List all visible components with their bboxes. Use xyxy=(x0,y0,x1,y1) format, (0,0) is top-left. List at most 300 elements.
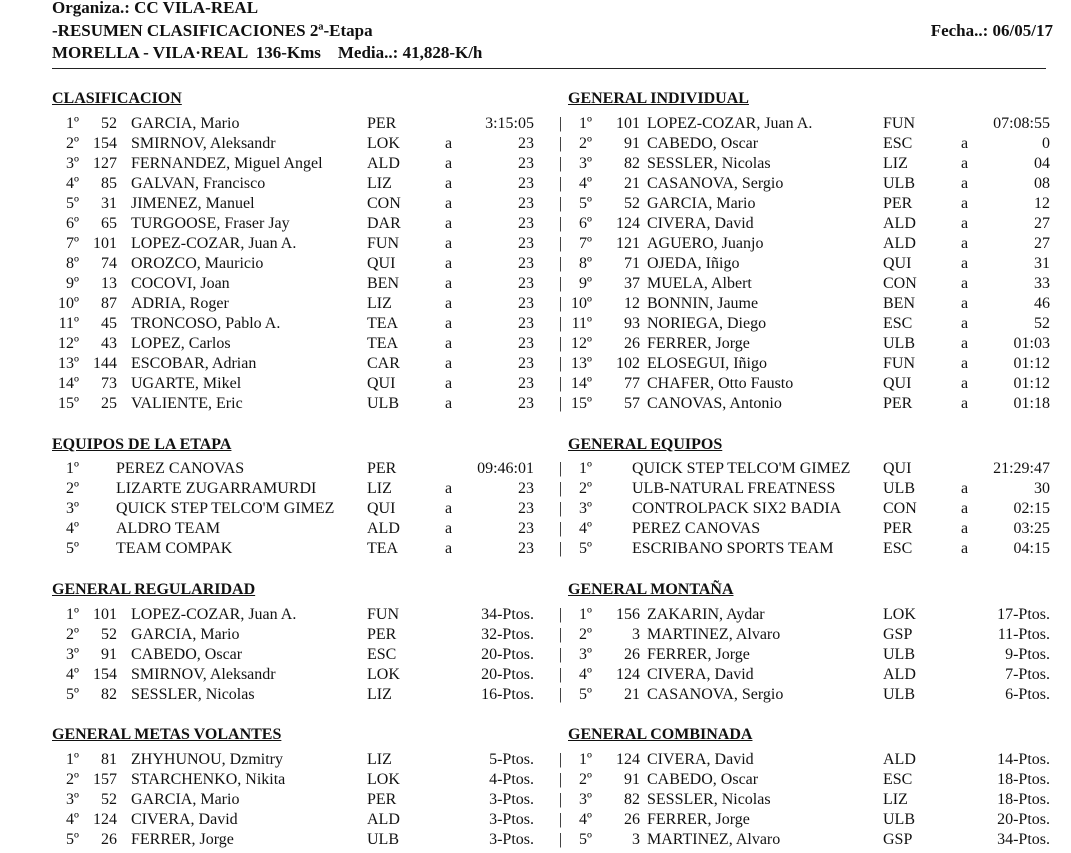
team-code: CON xyxy=(883,500,917,517)
rank: 5º xyxy=(579,195,592,212)
time-or-points: 01:12 xyxy=(1013,355,1050,372)
column-separator: | xyxy=(559,335,563,352)
table-row xyxy=(52,605,536,625)
time-or-points: 08 xyxy=(1034,175,1050,192)
team-name: TEAM COMPAK xyxy=(116,540,233,557)
rider-name: ZAKARIN, Aydar xyxy=(647,606,765,623)
gap-marker: a xyxy=(445,255,453,272)
gap-marker: a xyxy=(445,195,453,212)
time-or-points: 20-Ptos. xyxy=(481,666,534,683)
team-code: ESC xyxy=(883,771,913,788)
column-separator: | xyxy=(559,135,563,152)
rank: 4º xyxy=(66,666,79,683)
table-row xyxy=(559,254,1052,274)
gap-marker: a xyxy=(961,520,969,537)
rank: 3º xyxy=(66,791,79,808)
gap-marker: a xyxy=(961,395,969,412)
rider-name: OJEDA, Iñigo xyxy=(647,255,740,272)
rider-name: SMIRNOV, Aleksandr xyxy=(131,135,276,152)
rank: 1º xyxy=(66,115,79,132)
gap-marker: a xyxy=(961,315,969,332)
bib-number: 144 xyxy=(93,355,117,372)
rider-name: CABEDO, Oscar xyxy=(131,646,243,663)
table-row xyxy=(52,114,536,134)
rank: 13º xyxy=(58,355,79,372)
time-or-points: 7-Ptos. xyxy=(1005,666,1050,683)
team-code: BEN xyxy=(883,295,915,312)
table-row xyxy=(52,194,536,214)
team-code: ALD xyxy=(883,751,916,768)
team-code: LIZ xyxy=(883,155,908,172)
time-or-points: 23 xyxy=(518,195,534,212)
table-row xyxy=(52,539,536,559)
table-row xyxy=(559,374,1052,394)
time-or-points: 12 xyxy=(1034,195,1050,212)
column-separator: | xyxy=(559,751,563,768)
rider-name: CHAFER, Otto Fausto xyxy=(647,375,794,392)
gap-marker: a xyxy=(445,480,453,497)
bib-number: 101 xyxy=(616,115,640,132)
column-separator: | xyxy=(559,355,563,372)
team-code: PER xyxy=(883,395,913,412)
table-row xyxy=(52,334,536,354)
team-name: QUICK STEP TELCO'M GIMEZ xyxy=(632,460,851,477)
time-or-points: 27 xyxy=(1034,215,1050,232)
rank: 4º xyxy=(66,811,79,828)
team-code: ULB xyxy=(883,646,915,663)
rank: 2º xyxy=(66,626,79,643)
team-code: TEA xyxy=(367,315,399,332)
rank: 1º xyxy=(66,751,79,768)
column-separator: | xyxy=(559,666,563,683)
time-or-points: 23 xyxy=(518,255,534,272)
rank: 5º xyxy=(66,195,79,212)
gap-marker: a xyxy=(961,480,969,497)
gap-marker: a xyxy=(961,155,969,172)
team-code: QUI xyxy=(883,460,912,477)
rider-name: GARCIA, Mario xyxy=(131,791,240,808)
rank: 14º xyxy=(58,375,79,392)
team-name: PEREZ CANOVAS xyxy=(632,520,761,537)
bib-number: 73 xyxy=(101,375,117,392)
rank: 12º xyxy=(571,335,592,352)
rider-name: FERRER, Jorge xyxy=(131,831,234,848)
table-row xyxy=(559,334,1052,354)
column-separator: | xyxy=(559,275,563,292)
bib-number: 45 xyxy=(101,315,117,332)
rider-name: LOPEZ-COZAR, Juan A. xyxy=(131,606,297,623)
gap-marker: a xyxy=(961,215,969,232)
table-row xyxy=(559,645,1052,665)
rider-name: NORIEGA, Diego xyxy=(647,315,767,332)
rider-name: LOPEZ, Carlos xyxy=(131,335,231,352)
bib-number: 13 xyxy=(101,275,117,292)
time-or-points: 9-Ptos. xyxy=(1005,646,1050,663)
table-row xyxy=(52,214,536,234)
table-row xyxy=(559,499,1052,519)
rank: 13º xyxy=(571,355,592,372)
team-code: PER xyxy=(367,460,397,477)
table-row xyxy=(559,234,1052,254)
rank: 5º xyxy=(66,831,79,848)
gap-marker: a xyxy=(445,215,453,232)
bib-number: 52 xyxy=(101,791,117,808)
table-row xyxy=(559,810,1052,830)
team-code: TEA xyxy=(367,335,399,352)
time-or-points: 09:46:01 xyxy=(477,460,534,477)
bib-number: 52 xyxy=(101,115,117,132)
rank: 1º xyxy=(66,606,79,623)
bib-number: 157 xyxy=(93,771,117,788)
team-code: PER xyxy=(367,626,397,643)
rank: 1º xyxy=(579,115,592,132)
time-or-points: 23 xyxy=(518,500,534,517)
time-or-points: 04 xyxy=(1034,155,1050,172)
rank: 4º xyxy=(66,175,79,192)
bib-number: 156 xyxy=(616,606,640,623)
bib-number: 57 xyxy=(624,395,640,412)
bib-number: 26 xyxy=(101,831,117,848)
rider-name: ELOSEGUI, Iñigo xyxy=(647,355,767,372)
table-row xyxy=(559,519,1052,539)
gap-marker: a xyxy=(445,295,453,312)
gap-marker: a xyxy=(445,155,453,172)
table-row xyxy=(52,254,536,274)
table-row xyxy=(52,830,536,850)
table-row xyxy=(52,810,536,830)
rank: 3º xyxy=(66,646,79,663)
bib-number: 71 xyxy=(624,255,640,272)
team-code: FUN xyxy=(883,115,916,132)
table-row xyxy=(52,274,536,294)
team-code: TEA xyxy=(367,540,399,557)
time-or-points: 3:15:05 xyxy=(485,115,534,132)
time-or-points: 23 xyxy=(518,335,534,352)
rider-name: JIMENEZ, Manuel xyxy=(131,195,255,212)
time-or-points: 3-Ptos. xyxy=(489,811,534,828)
time-or-points: 23 xyxy=(518,295,534,312)
column-separator: | xyxy=(559,686,563,703)
table-row xyxy=(559,605,1052,625)
time-or-points: 18-Ptos. xyxy=(997,771,1050,788)
team-code: ULB xyxy=(883,686,915,703)
rank: 2º xyxy=(66,480,79,497)
table-row xyxy=(559,274,1052,294)
team-name: ESCRIBANO SPORTS TEAM xyxy=(632,540,834,557)
table-row xyxy=(52,625,536,645)
gap-marker: a xyxy=(961,500,969,517)
rider-name: OROZCO, Mauricio xyxy=(131,255,264,272)
gap-marker: a xyxy=(445,355,453,372)
time-or-points: 11-Ptos. xyxy=(997,626,1050,643)
column-separator: | xyxy=(559,500,563,517)
bib-number: 82 xyxy=(624,791,640,808)
column-separator: | xyxy=(559,791,563,808)
report-title: -RESUMEN CLASIFICACIONES 2ª-Etapa xyxy=(52,21,373,40)
time-or-points: 30 xyxy=(1034,480,1050,497)
time-or-points: 0 xyxy=(1042,135,1050,152)
table-row xyxy=(52,294,536,314)
section-title: GENERAL METAS VOLANTES xyxy=(52,726,282,743)
time-or-points: 18-Ptos. xyxy=(997,791,1050,808)
rider-name: GARCIA, Mario xyxy=(131,626,240,643)
gap-marker: a xyxy=(445,275,453,292)
bib-number: 124 xyxy=(93,811,117,828)
rider-name: FERRER, Jorge xyxy=(647,646,750,663)
team-code: ESC xyxy=(883,315,913,332)
team-name: ALDRO TEAM xyxy=(116,520,221,537)
gap-marker: a xyxy=(961,255,969,272)
column-separator: | xyxy=(559,540,563,557)
team-code: ALD xyxy=(367,520,400,537)
time-or-points: 21:29:47 xyxy=(993,460,1050,477)
rank: 8º xyxy=(66,255,79,272)
team-code: CAR xyxy=(367,355,400,372)
team-code: ESC xyxy=(883,540,913,557)
team-code: CON xyxy=(367,195,401,212)
bib-number: 77 xyxy=(624,375,640,392)
bib-number: 25 xyxy=(101,395,117,412)
team-code: ULB xyxy=(883,811,915,828)
gap-marker: a xyxy=(445,175,453,192)
team-code: QUI xyxy=(367,255,396,272)
column-separator: | xyxy=(559,626,563,643)
time-or-points: 23 xyxy=(518,175,534,192)
column-separator: | xyxy=(559,811,563,828)
time-or-points: 23 xyxy=(518,215,534,232)
table-row xyxy=(52,499,536,519)
rider-name: LOPEZ-COZAR, Juan A. xyxy=(647,115,813,132)
time-or-points: 23 xyxy=(518,540,534,557)
rank: 5º xyxy=(66,540,79,557)
bib-number: 91 xyxy=(101,646,117,663)
rider-name: SMIRNOV, Aleksandr xyxy=(131,666,276,683)
rank: 3º xyxy=(66,500,79,517)
gap-marker: a xyxy=(445,395,453,412)
table-row xyxy=(52,685,536,705)
column-separator: | xyxy=(559,315,563,332)
report-date: Fecha..: 06/05/17 xyxy=(930,21,1053,40)
gap-marker: a xyxy=(961,540,969,557)
column-separator: | xyxy=(559,480,563,497)
column-separator: | xyxy=(559,771,563,788)
time-or-points: 3-Ptos. xyxy=(489,831,534,848)
rank: 2º xyxy=(579,480,592,497)
rider-name: CABEDO, Oscar xyxy=(647,771,759,788)
gap-marker: a xyxy=(961,275,969,292)
column-separator: | xyxy=(559,520,563,537)
team-code: LIZ xyxy=(367,480,392,497)
rank: 11º xyxy=(58,315,79,332)
rank: 9º xyxy=(66,275,79,292)
time-or-points: 23 xyxy=(518,520,534,537)
time-or-points: 23 xyxy=(518,375,534,392)
rank: 2º xyxy=(66,771,79,788)
section-title: GENERAL COMBINADA xyxy=(568,726,753,743)
team-code: GSP xyxy=(883,831,913,848)
team-code: BEN xyxy=(367,275,399,292)
rider-name: VALIENTE, Eric xyxy=(131,395,243,412)
team-code: GSP xyxy=(883,626,913,643)
table-row xyxy=(559,394,1052,414)
column-separator: | xyxy=(559,175,563,192)
bib-number: 154 xyxy=(93,135,117,152)
column-separator: | xyxy=(559,155,563,172)
gap-marker: a xyxy=(445,235,453,252)
bib-number: 26 xyxy=(624,646,640,663)
rider-name: MUELA, Albert xyxy=(647,275,752,292)
team-code: ALD xyxy=(367,811,400,828)
rider-name: CIVERA, David xyxy=(131,811,238,828)
table-row xyxy=(559,134,1052,154)
bib-number: 93 xyxy=(624,315,640,332)
table-row xyxy=(52,519,536,539)
time-or-points: 23 xyxy=(518,275,534,292)
time-or-points: 16-Ptos. xyxy=(481,686,534,703)
team-code: ULB xyxy=(367,395,399,412)
rider-name: ADRIA, Roger xyxy=(131,295,229,312)
bib-number: 21 xyxy=(624,686,640,703)
team-code: ALD xyxy=(883,215,916,232)
rank: 2º xyxy=(579,771,592,788)
rider-name: SESSLER, Nicolas xyxy=(647,791,771,808)
team-code: QUI xyxy=(883,255,912,272)
rider-name: FERRER, Jorge xyxy=(647,335,750,352)
gap-marker: a xyxy=(961,295,969,312)
time-or-points: 52 xyxy=(1034,315,1050,332)
team-name: PEREZ CANOVAS xyxy=(116,460,245,477)
header-divider xyxy=(52,68,1046,69)
rider-name: CASANOVA, Sergio xyxy=(647,175,784,192)
table-row xyxy=(52,394,536,414)
rider-name: GARCIA, Mario xyxy=(131,115,240,132)
team-name: QUICK STEP TELCO'M GIMEZ xyxy=(116,500,335,517)
column-separator: | xyxy=(559,831,563,848)
gap-marker: a xyxy=(445,335,453,352)
time-or-points: 20-Ptos. xyxy=(997,811,1050,828)
rank: 3º xyxy=(579,155,592,172)
time-or-points: 5-Ptos. xyxy=(489,751,534,768)
time-or-points: 4-Ptos. xyxy=(489,771,534,788)
team-code: LIZ xyxy=(367,295,392,312)
rider-name: CANOVAS, Antonio xyxy=(647,395,782,412)
table-row xyxy=(52,374,536,394)
rider-name: CABEDO, Oscar xyxy=(647,135,759,152)
team-code: LIZ xyxy=(367,175,392,192)
time-or-points: 03:25 xyxy=(1013,520,1050,537)
time-or-points: 6-Ptos. xyxy=(1005,686,1050,703)
time-or-points: 14-Ptos. xyxy=(997,751,1050,768)
rank: 12º xyxy=(58,335,79,352)
team-code: ALD xyxy=(367,155,400,172)
rank: 4º xyxy=(579,520,592,537)
rider-name: TURGOOSE, Fraser Jay xyxy=(131,215,290,232)
time-or-points: 23 xyxy=(518,395,534,412)
team-code: FUN xyxy=(883,355,916,372)
rider-name: FERRER, Jorge xyxy=(647,811,750,828)
rank: 14º xyxy=(571,375,592,392)
time-or-points: 23 xyxy=(518,355,534,372)
bib-number: 81 xyxy=(101,751,117,768)
table-row xyxy=(559,750,1052,770)
time-or-points: 23 xyxy=(518,480,534,497)
bib-number: 101 xyxy=(93,235,117,252)
column-separator: | xyxy=(559,295,563,312)
team-code: LIZ xyxy=(367,751,392,768)
bib-number: 124 xyxy=(616,215,640,232)
time-or-points: 02:15 xyxy=(1013,500,1050,517)
gap-marker: a xyxy=(445,500,453,517)
rank: 8º xyxy=(579,255,592,272)
bib-number: 43 xyxy=(101,335,117,352)
gap-marker: a xyxy=(961,375,969,392)
time-or-points: 01:12 xyxy=(1013,375,1050,392)
team-code: FUN xyxy=(367,606,400,623)
rank: 3º xyxy=(579,791,592,808)
rank: 4º xyxy=(579,666,592,683)
time-or-points: 20-Ptos. xyxy=(481,646,534,663)
column-separator: | xyxy=(559,460,563,477)
bib-number: 85 xyxy=(101,175,117,192)
column-separator: | xyxy=(559,375,563,392)
table-row xyxy=(559,354,1052,374)
bib-number: 154 xyxy=(93,666,117,683)
table-row xyxy=(52,314,536,334)
table-row xyxy=(559,174,1052,194)
table-row xyxy=(559,194,1052,214)
table-row xyxy=(52,459,536,479)
team-code: LIZ xyxy=(367,686,392,703)
bib-number: 31 xyxy=(101,195,117,212)
rank: 4º xyxy=(579,175,592,192)
rank: 6º xyxy=(579,215,592,232)
team-name: CONTROLPACK SIX2 BADIA xyxy=(632,500,842,517)
team-code: LOK xyxy=(367,666,400,683)
rank: 7º xyxy=(579,235,592,252)
team-code: PER xyxy=(367,791,397,808)
team-code: ESC xyxy=(367,646,397,663)
team-code: PER xyxy=(883,520,913,537)
team-code: DAR xyxy=(367,215,401,232)
rank: 7º xyxy=(66,235,79,252)
team-code: QUI xyxy=(883,375,912,392)
table-row xyxy=(52,354,536,374)
time-or-points: 23 xyxy=(518,155,534,172)
time-or-points: 32-Ptos. xyxy=(481,626,534,643)
section-title: GENERAL INDIVIDUAL xyxy=(568,90,749,107)
rider-name: BONNIN, Jaume xyxy=(647,295,759,312)
table-row xyxy=(559,314,1052,334)
bib-number: 3 xyxy=(632,626,640,643)
table-row xyxy=(559,539,1052,559)
time-or-points: 23 xyxy=(518,235,534,252)
time-or-points: 46 xyxy=(1034,295,1050,312)
rank: 4º xyxy=(579,811,592,828)
team-code: ULB xyxy=(367,831,399,848)
team-code: LOK xyxy=(367,771,400,788)
bib-number: 65 xyxy=(101,215,117,232)
rider-name: ZHYHUNOU, Dzmitry xyxy=(131,751,283,768)
team-code: ULB xyxy=(883,175,915,192)
rider-name: SESSLER, Nicolas xyxy=(131,686,255,703)
team-code: PER xyxy=(367,115,397,132)
rider-name: CIVERA, David xyxy=(647,215,754,232)
rider-name: CASANOVA, Sergio xyxy=(647,686,784,703)
rider-name: COCOVI, Joan xyxy=(131,275,230,292)
rank: 9º xyxy=(579,275,592,292)
rider-name: CIVERA, David xyxy=(647,751,754,768)
section-title: GENERAL MONTAÑA xyxy=(568,581,734,598)
